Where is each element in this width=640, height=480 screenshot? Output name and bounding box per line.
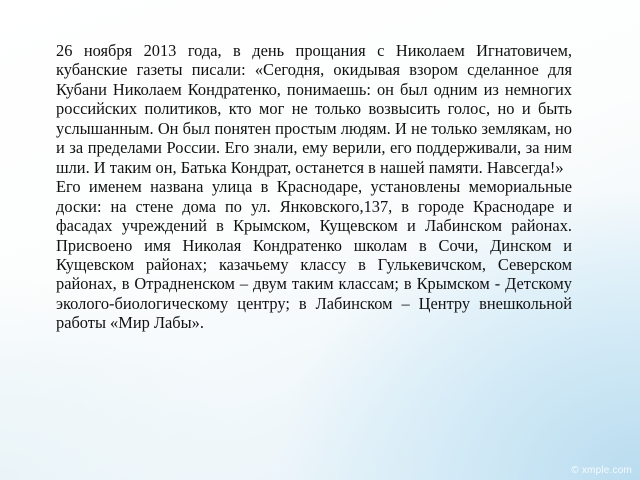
paragraph-memorials: Его именем названа улица в Краснодаре, установлены мемориальные доски: на стене дома по ул. Янковского,137, в городе Краснодаре и фасадах учреждений в Крымском, Кущевском и Лабинском районах. Присвоено имя Николая Кондратенко школам в Сочи, Динском и Кущевском районах; казачьему классу в Гулькевичском, Северском районах, в Отрадненском – двум таким классам; в Крымском - Детскому эколого-биологическому центру; в Лабинском – Центру внешкольной работы «Мир Лабы». <box>56 177 572 333</box>
body-text <box>56 41 572 333</box>
watermark: © xmple.com <box>571 465 632 476</box>
paragraph-farewell: 26 ноября 2013 года, в день прощания с Николаем Игнатовичем, кубанские газеты писали: «Сегодня, окидывая взором сделанное для Кубани Николаем Кондратенко, понимаешь: он был одним из немногих российских политиков, кто мог не только возвысить голос, но и быть услышанным. Он был понятен простым людям. И не только землякам, но и за пределами России. Его знали, ему верили, его поддерживали, за ним шли. И таким он, Батька Кондрат, останется в нашей памяти. Навсегда!» <box>56 41 572 177</box>
